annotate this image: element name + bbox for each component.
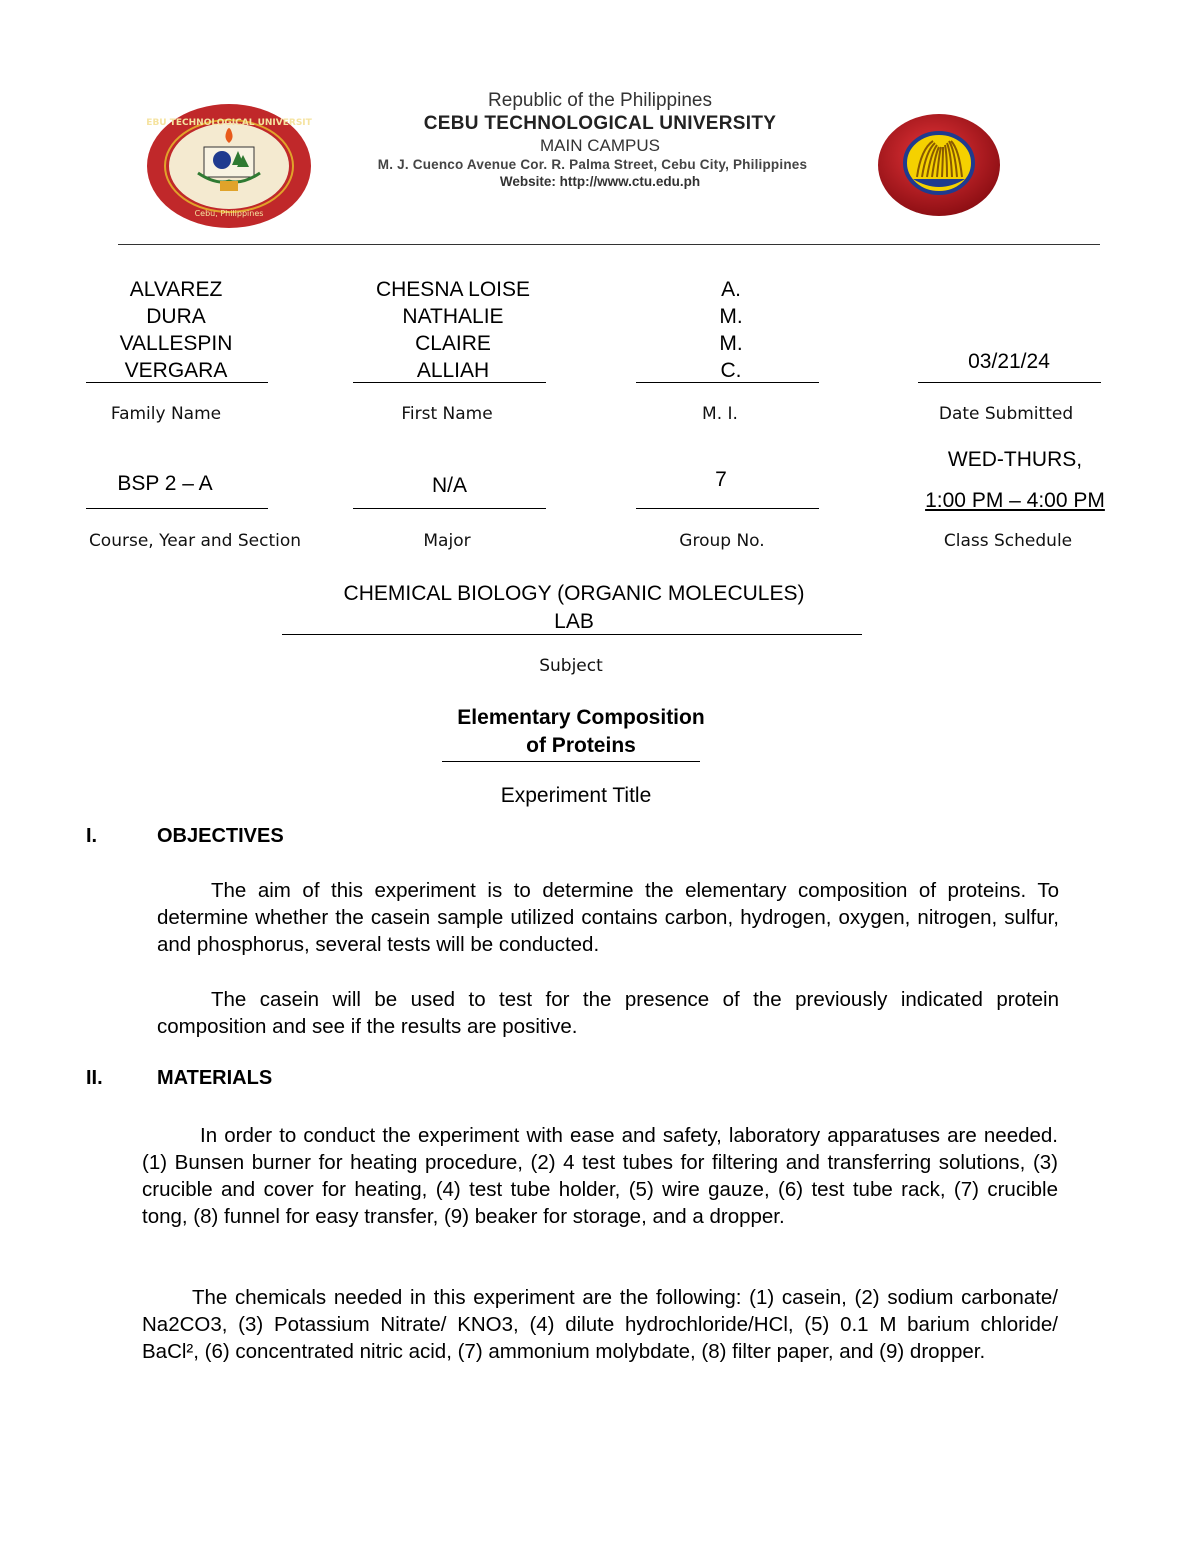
first-names: [354, 276, 552, 384]
experiment-underline: [442, 761, 700, 762]
course-underline: [86, 508, 268, 509]
course-value: BSP 2 – A: [117, 472, 213, 495]
svg-text:CEBU TECHNOLOGICAL UNIVERSITY: CEBU TECHNOLOGICAL UNIVERSITY: [146, 118, 312, 128]
label-group-no: Group No.: [679, 531, 765, 551]
subject-line1: CHEMICAL BIOLOGY (ORGANIC MOLECULES): [343, 582, 805, 605]
label-major: Major: [423, 531, 471, 551]
subject-line2: LAB: [554, 610, 594, 633]
major-value: N/A: [431, 474, 467, 497]
middle-initial-3: M.: [719, 332, 743, 355]
label-family-name: Family Name: [110, 404, 222, 424]
objectives-paragraph-1: The aim of this experiment is to determine the elementary composition of proteins. To determine whether the casein sample utilized contains carbon, hydrogen, oxygen, nitrogen, sulfur, and phosphorus, several tests will be conducted.: [157, 879, 1059, 956]
group-no-value: 7: [715, 468, 727, 491]
first-name-2: NATHALIE: [402, 305, 504, 328]
experiment-title-line2: of Proteins: [526, 734, 636, 757]
header-website: Website: http://www.ctu.edu.ph: [499, 174, 701, 189]
materials-paragraph-2: The chemicals needed in this experiment are the following: (1) casein, (2) sodium carbonate/ Na2CO3, (3) Potassium Nitrate/ KNO3, (4) dilute hydrochloride/HCl, (5) 0.1 M barium chloride/ BaCl², (6) concentrated nitric acid, (7) ammonium molybdate, (8) filter paper, and (9) dropper.: [142, 1286, 1058, 1363]
schedule-line2: 1:00 PM – 4:00 PM: [925, 489, 1105, 512]
label-course: Course, Year and Section: [88, 531, 302, 551]
family-name-3: VALLESPIN: [119, 332, 233, 355]
mi-underline: [636, 382, 819, 383]
objectives-paragraph-2: The casein will be used to test for the presence of the previously indicated protein composition and see if the results are positive.: [157, 988, 1059, 1038]
family-name-1: ALVAREZ: [129, 278, 223, 301]
subject-underline: [282, 634, 862, 635]
objectives-number: I.: [86, 825, 98, 847]
first-name-3: CLAIRE: [415, 332, 491, 355]
label-schedule: Class Schedule: [943, 531, 1073, 551]
label-mi: M. I.: [702, 404, 738, 424]
middle-initial-1: A.: [721, 278, 741, 301]
materials-paragraph-1: In order to conduct the experiment with ease and safety, laboratory apparatuses are needed. (1) Bunsen burner for heating procedure, (2) 4 test tubes for filtering and transferring solutions, (3) crucible and cover for heating, (4) test tube holder, (5) wire gauze, (6) test tube rack, (7) crucible tong, (8) funnel for easy transfer, (9) beaker for storage, and a dropper.: [142, 1124, 1058, 1228]
middle-initial-4: C.: [720, 359, 742, 382]
materials-heading: MATERIALS: [157, 1067, 273, 1089]
header-university: CEBU TECHNOLOGICAL UNIVERSITY: [423, 113, 777, 134]
group-underline: [636, 508, 819, 509]
experiment-title-line1: Elementary Composition: [457, 706, 705, 729]
family-name-2: DURA: [146, 305, 206, 328]
header-address: M. J. Cuenco Avenue Cor. R. Palma Street, Cebu City, Philippines: [377, 157, 808, 172]
middle-initials: [636, 276, 826, 384]
first-name-4: ALLIAH: [416, 359, 490, 382]
label-experiment-title: Experiment Title: [500, 784, 652, 807]
middle-initial-2: M.: [719, 305, 743, 328]
date-underline: [918, 382, 1101, 383]
date-submitted-value: 03/21/24: [968, 350, 1050, 373]
header-divider: [118, 244, 1100, 245]
header-republic: Republic of the Philippines: [488, 90, 712, 111]
materials-number: II.: [86, 1067, 103, 1089]
label-date-submitted: Date Submitted: [938, 404, 1074, 424]
major-underline: [353, 508, 546, 509]
first-name-1: CHESNA LOISE: [375, 278, 531, 301]
family-names: [86, 276, 266, 384]
header-campus: MAIN CAMPUS: [540, 136, 660, 155]
first-name-underline: [353, 382, 546, 383]
family-name-underline: [86, 382, 268, 383]
label-first-name: First Name: [401, 404, 493, 424]
schedule-line1: WED-THURS,: [947, 448, 1083, 471]
objectives-heading: OBJECTIVES: [157, 825, 284, 847]
asean-logo: [877, 113, 1002, 218]
label-subject: Subject: [539, 656, 603, 676]
svg-text:Cebu, Philippines: Cebu, Philippines: [194, 209, 264, 218]
family-name-4: VERGARA: [124, 359, 228, 382]
university-seal: [146, 103, 312, 229]
